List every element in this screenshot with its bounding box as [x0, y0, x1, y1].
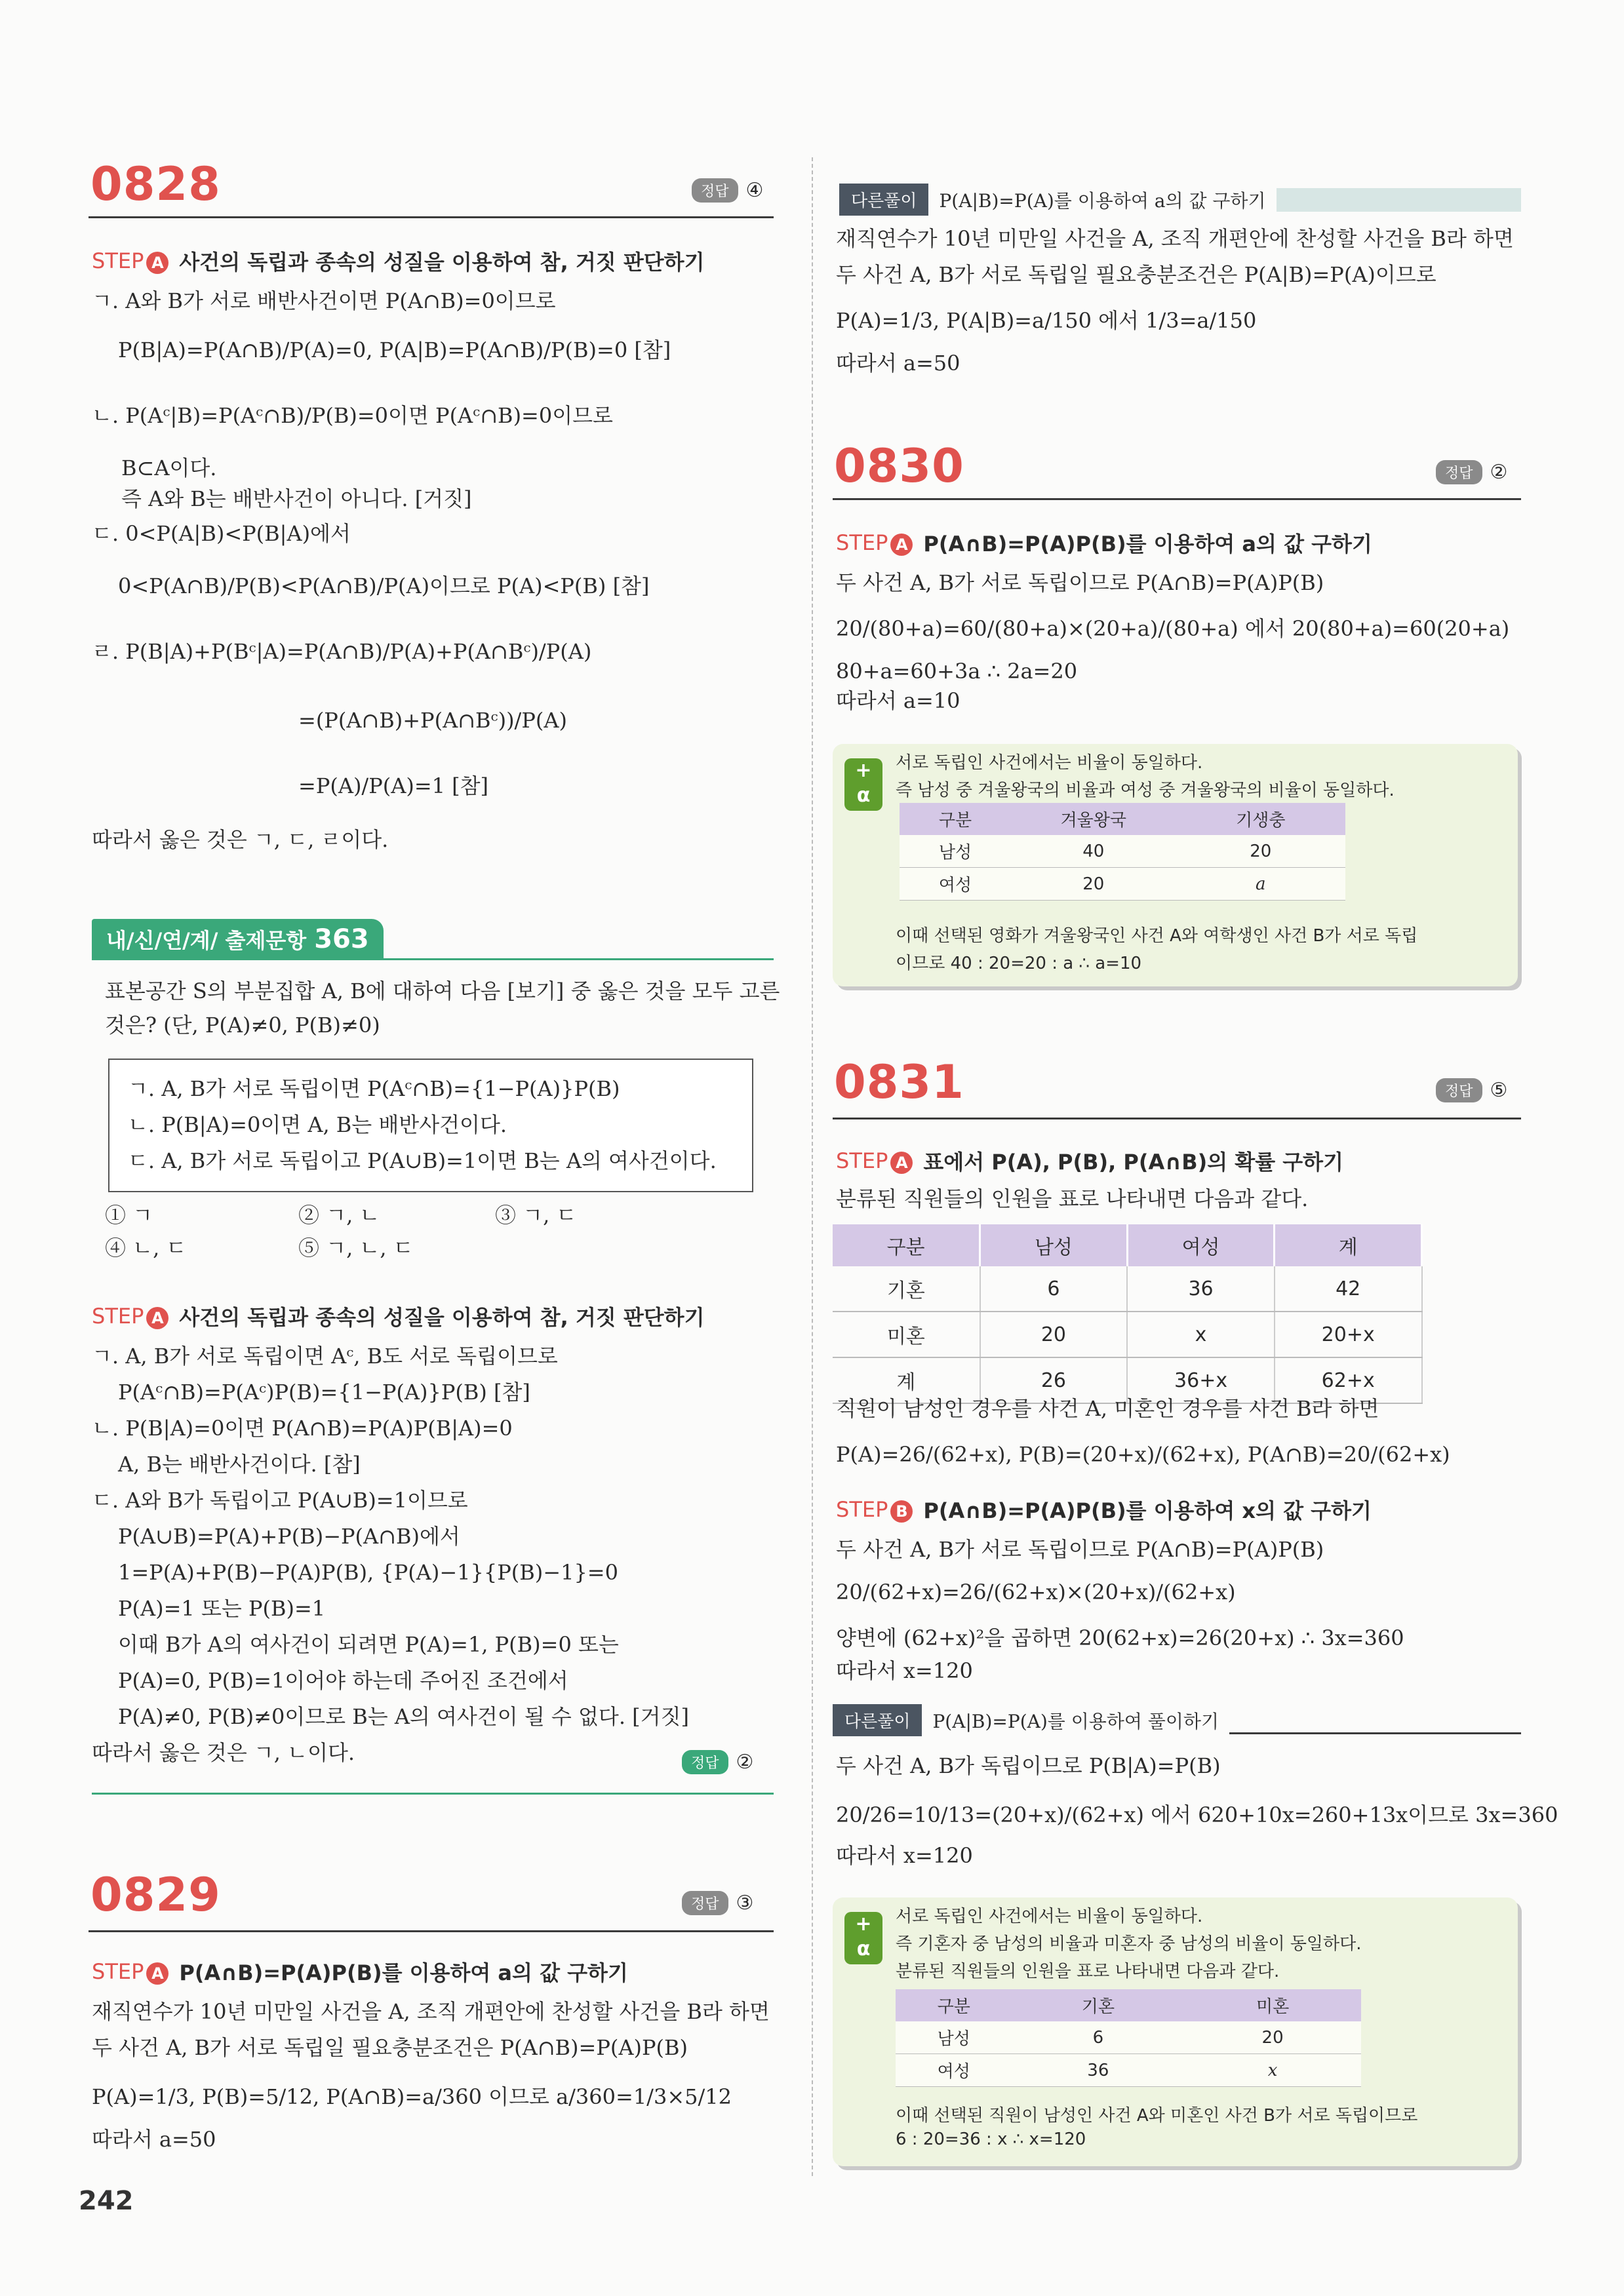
page-number: 242 — [79, 2186, 134, 2216]
solution-line: 20/(62+x)=26/(62+x)×(20+x)/(62+x) — [836, 1580, 1236, 1605]
conclusion: 따라서 x=120 — [836, 1843, 973, 1868]
table-row: 남성 6 20 — [896, 2021, 1361, 2054]
naesin-bottom-rule — [92, 1793, 774, 1795]
problem-number-0830: 0830 — [834, 439, 964, 493]
bogi-item: ㄱ. A, B가 서로 독립이면 P(Aᶜ∩B)={1−P(A)}P(B) — [128, 1076, 620, 1101]
solution-line: ㄴ. P(Aᶜ|B)=P(Aᶜ∩B)/P(B)=0이면 P(Aᶜ∩B)=0이므로 — [92, 403, 613, 428]
solution-line: 이때 B가 A의 여사건이 되려면 P(A)=1, P(B)=0 또는 — [118, 1632, 619, 1657]
choice-4: ④ ㄴ, ㄷ — [105, 1236, 187, 1260]
note-table-0831: 구분 기혼 미혼 남성 6 20 여성 36 x — [896, 1989, 1361, 2087]
section-rule — [89, 1930, 774, 1932]
solution-line: =P(A)/P(A)=1 [참] — [298, 773, 489, 798]
solution-line: P(A)=26/(62+x), P(B)=(20+x)/(62+x), P(A∩B)=20/(62+x) — [836, 1442, 1450, 1467]
conclusion: 따라서 a=10 — [836, 688, 961, 713]
answer-tag: 정답 — [1436, 460, 1482, 484]
table-row: 기혼 6 36 42 — [833, 1266, 1422, 1312]
solution-line: P(A)=1 또는 P(B)=1 — [118, 1596, 326, 1621]
solution-line: ㄹ. P(B|A)+P(Bᶜ|A)=P(A∩B)/P(A)+P(A∩Bᶜ)/P(A) — [92, 639, 592, 664]
alt-solution-0829 — [839, 184, 1521, 216]
solution-line: 즉 A와 B는 배반사건이 아니다. [거짓] — [121, 486, 472, 511]
solution-line: 20/(80+a)=60/(80+a)×(20+a)/(80+a) 에서 20(80+a)=60(20+a) — [836, 616, 1510, 641]
problem-number-0831: 0831 — [834, 1055, 964, 1109]
alt-bar — [1229, 1732, 1521, 1734]
solution-line: P(A)=1/3, P(B)=5/12, P(A∩B)=a/360 이므로 a/360=1/3×5/12 — [92, 2084, 732, 2109]
answer-0831 — [1436, 1078, 1507, 1102]
bogi-item: ㄷ. A, B가 서로 독립이고 P(A∪B)=1이면 B는 A의 여사건이다. — [128, 1148, 717, 1173]
alt-bar — [1277, 188, 1521, 212]
solution-line: ㄴ. P(B|A)=0이면 P(A∩B)=P(A)P(B|A)=0 — [92, 1416, 513, 1441]
answer-value: ④ — [745, 179, 764, 202]
alt-tag: 다른풀이 — [833, 1704, 922, 1736]
step-heading-0830: STEP A P(A∩B)=P(A)P(B)를 이용하여 a의 값 구하기 — [836, 530, 1372, 556]
step-heading-0831-a: STEP A 표에서 P(A), P(B), P(A∩B)의 확률 구하기 — [836, 1148, 1344, 1175]
step-heading-0831-b: STEP B P(A∩B)=P(A)P(B)를 이용하여 x의 값 구하기 — [836, 1496, 1372, 1523]
solution-line: 재직연수가 10년 미만일 사건을 A, 조직 개편안에 찬성할 사건을 B라 하면 — [836, 226, 1514, 251]
alt-title: P(A|B)=P(A)를 이용하여 풀이하기 — [932, 1710, 1219, 1732]
answer-tag: 정답 — [692, 178, 738, 203]
conclusion: 따라서 옳은 것은 ㄱ, ㄷ, ㄹ이다. — [92, 827, 389, 852]
note-line: 분류된 직원들의 인원을 표로 나타내면 다음과 같다. — [896, 1962, 1280, 1981]
conclusion: 따라서 x=120 — [836, 1658, 973, 1683]
step-heading-0829: STEP A P(A∩B)=P(A)P(B)를 이용하여 a의 값 구하기 — [92, 1958, 628, 1985]
choice-5: ⑤ ㄱ, ㄴ, ㄷ — [298, 1236, 414, 1260]
solution-line: 재직연수가 10년 미만일 사건을 A, 조직 개편안에 찬성할 사건을 B라 하면 — [92, 1999, 770, 2024]
alt-solution-0831 — [833, 1704, 1521, 1736]
note-line: 서로 독립인 사건에서는 비율이 동일하다. — [896, 753, 1203, 773]
problem-number-0829: 0829 — [90, 1868, 221, 1922]
plus-alpha-icon: + α — [844, 758, 882, 811]
answer-0830 — [1436, 460, 1507, 484]
bogi-item: ㄴ. P(B|A)=0이면 A, B는 배반사건이다. — [128, 1112, 507, 1137]
answer-tag: 정답 — [1436, 1078, 1482, 1102]
conclusion: 따라서 옳은 것은 ㄱ, ㄴ이다. — [92, 1740, 355, 1765]
note-table-0830: 구분 겨울왕국 기생충 남성 40 20 여성 20 a — [900, 803, 1345, 901]
solution-line: 20/26=10/13=(20+x)/(62+x) 에서 620+10x=260+13x이므로 3x=360 — [836, 1802, 1558, 1827]
note-line: 이때 선택된 직원이 남성인 사건 A와 미혼인 사건 B가 서로 독립이므로 — [896, 2106, 1418, 2126]
section-rule — [89, 216, 774, 218]
alt-tag: 다른풀이 — [839, 184, 928, 216]
answer-0829 — [682, 1891, 753, 1915]
conclusion: 따라서 a=50 — [92, 2127, 216, 2152]
plus-alpha-icon: + α — [844, 1912, 882, 1964]
solution-line: P(Aᶜ∩B)=P(Aᶜ)P(B)={1−P(A)}P(B) [참] — [118, 1380, 530, 1405]
note-line: 이므로 40 : 20=20 : a ∴ a=10 — [896, 954, 1142, 973]
solution-line: P(B|A)=P(A∩B)/P(A)=0, P(A|B)=P(A∩B)/P(B)=0 [참] — [118, 338, 671, 362]
solution-line: =(P(A∩B)+P(A∩Bᶜ))/P(A) — [298, 708, 567, 733]
table-row: 미혼 20 x 20+x — [833, 1312, 1422, 1357]
choice-2: ② ㄱ, ㄴ — [298, 1203, 380, 1228]
question-line: 것은? (단, P(A)≠0, P(B)≠0) — [105, 1013, 380, 1038]
solution-line: 두 사건 A, B가 독립이므로 P(B|A)=P(B) — [836, 1753, 1221, 1778]
solution-line: 두 사건 A, B가 서로 독립일 필요충분조건은 P(A|B)=P(A)이므로 — [836, 262, 1436, 287]
problem-number-0828: 0828 — [90, 157, 221, 211]
answer-tag: 정답 — [682, 1891, 728, 1915]
solution-line: 두 사건 A, B가 서로 독립이므로 P(A∩B)=P(A)P(B) — [836, 570, 1324, 595]
solution-line: 두 사건 A, B가 서로 독립이므로 P(A∩B)=P(A)P(B) — [836, 1537, 1324, 1562]
solution-line: 80+a=60+3a ∴ 2a=20 — [836, 659, 1078, 684]
question-line: 표본공간 S의 부분집합 A, B에 대하여 다음 [보기] 중 옳은 것을 모두 고른 — [105, 979, 780, 1003]
naesin-rule — [92, 958, 774, 960]
solution-line: 양변에 (62+x)²을 곱하면 20(62+x)=26(20+x) ∴ 3x=360 — [836, 1625, 1404, 1650]
answer-0828 — [692, 178, 763, 203]
staff-table: 구분 남성 여성 계 기혼 6 36 42 미혼 20 x 20+x 계 26 36+x 62+x — [833, 1224, 1423, 1404]
section-rule — [833, 1118, 1521, 1119]
solution-line: ㄱ. A와 B가 서로 배반사건이면 P(A∩B)=0이므로 — [92, 288, 556, 313]
solution-line: 분류된 직원들의 인원을 표로 나타내면 다음과 같다. — [836, 1186, 1309, 1211]
answer-value: ② — [736, 1751, 754, 1774]
note-line: 서로 독립인 사건에서는 비율이 동일하다. — [896, 1907, 1203, 1926]
table-row: 계 26 36+x 62+x — [833, 1357, 1422, 1403]
answer-tag: 정답 — [682, 1750, 728, 1774]
solution-line: ㄷ. 0<P(A|B)<P(B|A)에서 — [92, 521, 351, 546]
table-row: 여성 36 x — [896, 2054, 1361, 2087]
solution-line: 1=P(A)+P(B)−P(A)P(B), {P(A)−1}{P(B)−1}=0 — [118, 1560, 618, 1585]
solution-line: P(A)=0, P(B)=1이어야 하는데 주어진 조건에서 — [118, 1668, 568, 1693]
naesin-header: 내/신/연/계/ 출제문항 363 — [92, 919, 384, 960]
solution-line: ㄱ. A, B가 서로 독립이면 Aᶜ, B도 서로 독립이므로 — [92, 1344, 558, 1369]
choice-3: ③ ㄱ, ㄷ — [495, 1203, 577, 1228]
answer-value: ③ — [736, 1892, 754, 1915]
alt-title: P(A|B)=P(A)를 이용하여 a의 값 구하기 — [939, 189, 1266, 212]
note-line: 6 : 20=36 : x ∴ x=120 — [896, 2130, 1086, 2149]
solution-line: P(A)≠0, P(B)≠0이므로 B는 A의 여사건이 될 수 없다. [거짓] — [118, 1704, 689, 1729]
note-line: 즉 남성 중 겨울왕국의 비율과 여성 중 겨울왕국의 비율이 동일하다. — [896, 781, 1395, 800]
answer-value: ⑤ — [1490, 1079, 1508, 1102]
solution-line: ㄷ. A와 B가 독립이고 P(A∪B)=1이므로 — [92, 1488, 468, 1513]
choice-1: ① ㄱ — [105, 1203, 153, 1228]
note-line: 이때 선택된 영화가 겨울왕국인 사건 A와 여학생인 사건 B가 서로 독립 — [896, 926, 1418, 946]
conclusion: 따라서 a=50 — [836, 351, 961, 376]
solution-line: 두 사건 A, B가 서로 독립일 필요충분조건은 P(A∩B)=P(A)P(B) — [92, 2035, 688, 2060]
solution-line: 0<P(A∩B)/P(B)<P(A∩B)/P(A)이므로 P(A)<P(B) [참] — [118, 574, 650, 598]
solution-line: A, B는 배반사건이다. [참] — [118, 1452, 361, 1477]
column-divider — [812, 157, 813, 2176]
answer-value: ② — [1490, 461, 1508, 484]
step-heading-0828: STEP A 사건의 독립과 종속의 성질을 이용하여 참, 거짓 판단하기 — [92, 248, 705, 275]
solution-line: P(A∪B)=P(A)+P(B)−P(A∩B)에서 — [118, 1524, 460, 1549]
answer-naesin — [682, 1750, 753, 1774]
solution-line: P(A)=1/3, P(A|B)=a/150 에서 1/3=a/150 — [836, 308, 1257, 333]
solution-line: 직원이 남성인 경우를 사건 A, 미혼인 경우를 사건 B라 하면 — [836, 1396, 1379, 1421]
step-heading-naesin: STEP A 사건의 독립과 종속의 성질을 이용하여 참, 거짓 판단하기 — [92, 1303, 705, 1330]
note-line: 즉 기혼자 중 남성의 비율과 미혼자 중 남성의 비율이 동일하다. — [896, 1934, 1362, 1954]
solution-line: B⊂A이다. — [121, 456, 217, 480]
table-row: 남성 40 20 — [900, 835, 1345, 868]
section-rule — [833, 498, 1521, 500]
table-row: 여성 20 a — [900, 868, 1345, 901]
